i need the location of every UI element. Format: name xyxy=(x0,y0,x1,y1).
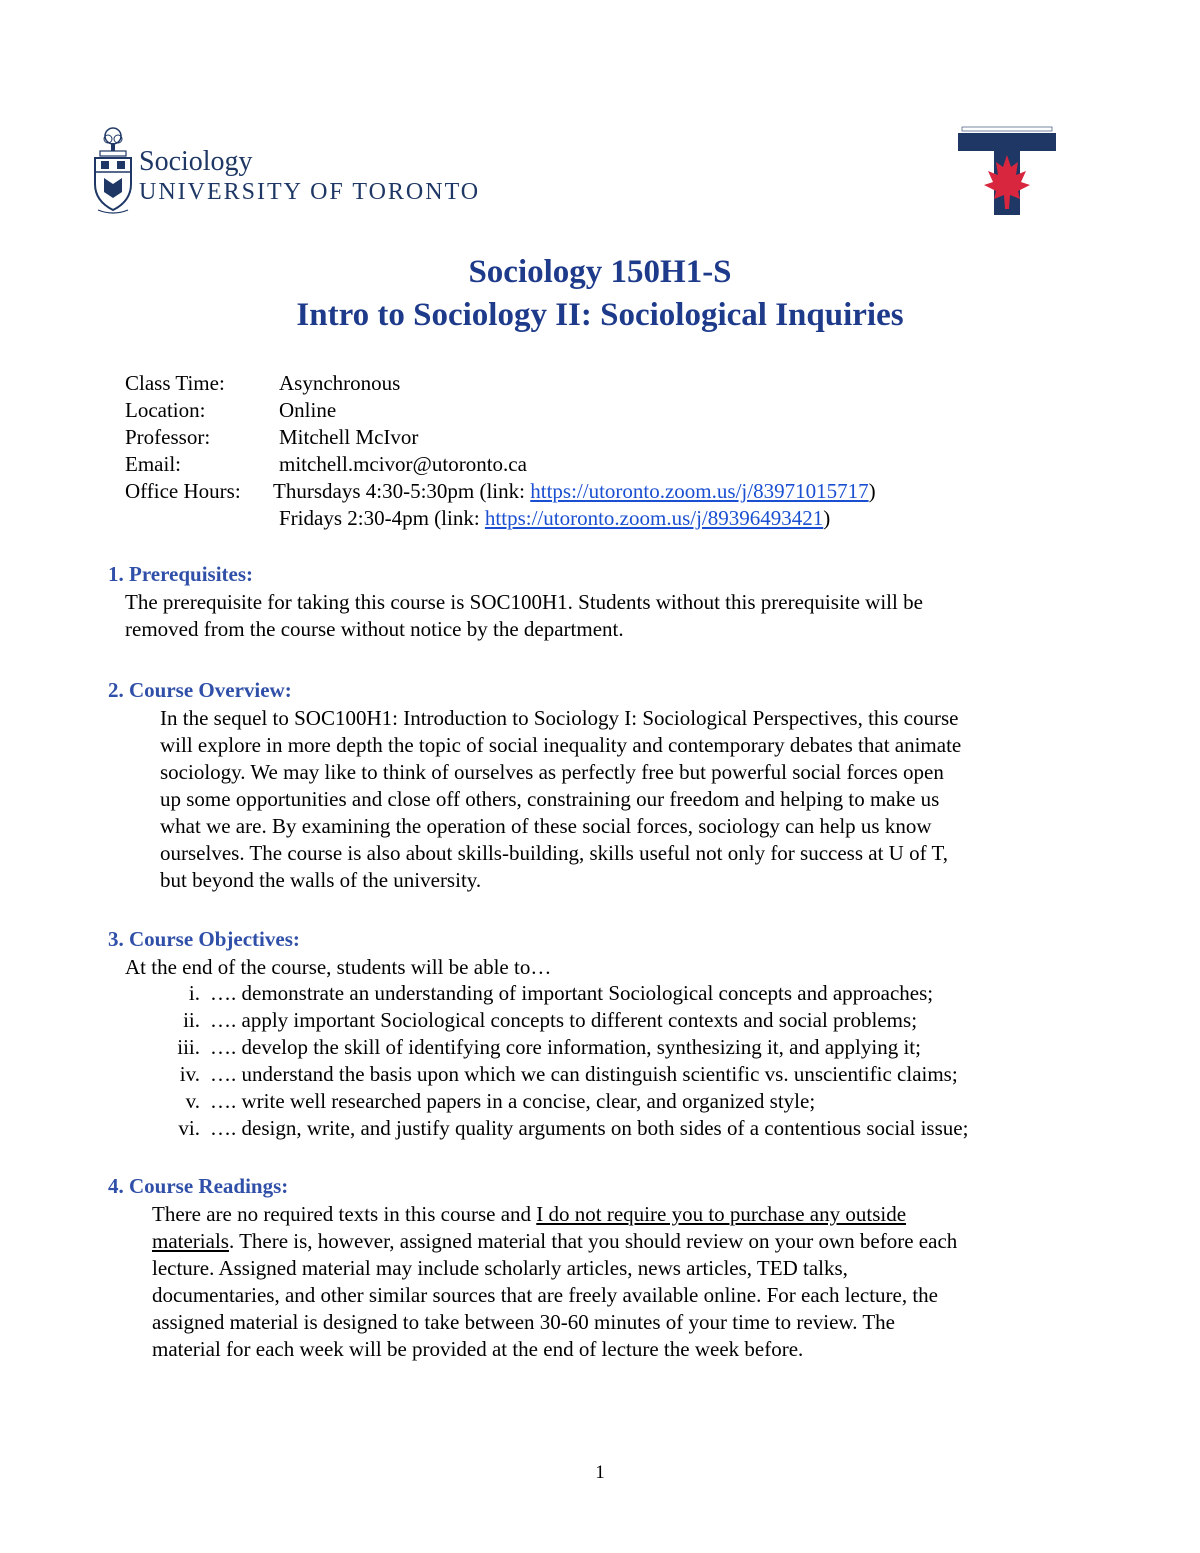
location-label: Location: xyxy=(125,398,206,422)
readings-line xyxy=(152,1201,957,1228)
readings-line2-text: . There is, however, assigned material that you should review on your own before each xyxy=(228,1229,958,1253)
overview-line: ourselves. The course is also about skills-building, skills useful not only for success at U of T, xyxy=(160,841,948,865)
readings-line: assigned material is designed to take between 30-60 minutes of your time to review. The xyxy=(152,1310,895,1334)
course-objectives-heading: 3. Course Objectives: xyxy=(108,927,300,951)
info-row-email xyxy=(125,451,876,478)
info-row-location xyxy=(125,397,876,424)
logo-sociology-text: Sociology xyxy=(139,146,253,177)
objective-item xyxy=(160,1115,968,1142)
objective-item xyxy=(160,1007,968,1034)
office-hours-label: Office Hours: xyxy=(125,479,241,503)
toronto-t-maple-leaf-logo xyxy=(952,125,1062,217)
overview-line: what we are. By examining the operation of these social forces, sociology can help us know xyxy=(160,814,932,838)
objective-text: …. demonstrate an understanding of important Sociological concepts and approaches; xyxy=(210,981,934,1005)
readings-line xyxy=(152,1228,957,1255)
office-hours-spacer xyxy=(125,505,279,532)
page-number: 1 xyxy=(595,1462,605,1483)
objective-number: iii. xyxy=(177,1035,200,1059)
readings-line1-text: There are no required texts in this course and xyxy=(152,1202,537,1226)
prerequisites-text xyxy=(125,589,923,643)
office-hours-friday-text: Fridays 2:30-4pm (link: xyxy=(279,506,485,530)
email-value: mitchell.mcivor@utoronto.ca xyxy=(279,452,527,476)
office-hours-friday xyxy=(279,505,830,532)
class-time-label: Class Time: xyxy=(125,371,225,395)
readings-line: lecture. Assigned material may include scholarly articles, news articles, TED talks, xyxy=(152,1256,848,1280)
objective-item xyxy=(160,1061,968,1088)
readings-line: material for each week will be provided at the end of lecture the week before. xyxy=(152,1337,804,1361)
objective-text: …. design, write, and justify quality arguments on both sides of a contentious social issue; xyxy=(210,1116,969,1140)
course-info-block xyxy=(125,370,876,532)
uoft-sociology-logo xyxy=(92,126,512,218)
objective-number: iv. xyxy=(179,1062,200,1086)
course-overview-text xyxy=(160,705,961,894)
thursday-zoom-link[interactable]: https://utoronto.zoom.us/j/83971015717 xyxy=(530,479,869,503)
overview-line: but beyond the walls of the university. xyxy=(160,868,482,892)
objective-text: …. develop the skill of identifying core information, synthesizing it, and applying it; xyxy=(210,1035,921,1059)
professor-value: Mitchell McIvor xyxy=(279,425,419,449)
location-value: Online xyxy=(279,398,337,422)
objective-number: ii. xyxy=(183,1008,200,1032)
overview-line: will explore in more depth the topic of social inequality and contemporary debates that animate xyxy=(160,733,962,757)
objective-text: …. understand the basis upon which we can distinguish scientific vs. unscientific claims; xyxy=(210,1062,958,1086)
readings-line: documentaries, and other similar sources that are freely available online. For each lecture, the xyxy=(152,1283,939,1307)
office-hours-thursday-text: Thursdays 4:30-5:30pm (link: xyxy=(273,479,531,503)
friday-zoom-link[interactable]: https://utoronto.zoom.us/j/89396493421 xyxy=(484,506,824,530)
info-row-office-hours-2 xyxy=(125,505,876,532)
logo-university-text: UNIVERSITY OF TORONTO xyxy=(139,179,481,205)
readings-underlined-text: I do not require you to purchase any outside xyxy=(536,1202,907,1226)
email-label: Email: xyxy=(125,452,181,476)
objective-text: …. write well researched papers in a concise, clear, and organized style; xyxy=(210,1089,816,1113)
prerequisites-heading: 1. Prerequisites: xyxy=(108,562,254,586)
overview-line: sociology. We may like to think of ourselves as perfectly free but powerful social forces open xyxy=(160,760,944,784)
objective-number: vi. xyxy=(178,1116,200,1140)
info-row-office-hours-1 xyxy=(125,478,876,505)
professor-label: Professor: xyxy=(125,425,211,449)
course-name-title: Intro to Sociology II: Sociological Inquiries xyxy=(296,297,904,333)
uoft-crest-icon xyxy=(92,126,134,216)
course-overview-heading: 2. Course Overview: xyxy=(108,678,292,702)
objective-item xyxy=(160,980,968,1007)
objective-number: v. xyxy=(185,1089,200,1113)
office-hours-thursday xyxy=(273,478,876,505)
objective-item xyxy=(160,1034,968,1061)
course-readings-heading: 4. Course Readings: xyxy=(108,1174,289,1198)
course-readings-text xyxy=(152,1201,957,1363)
readings-underlined-materials: materials xyxy=(152,1229,229,1253)
objective-number: i. xyxy=(188,981,200,1005)
objective-item xyxy=(160,1088,968,1115)
office-hours-thursday-close: ) xyxy=(868,479,876,503)
objectives-intro: At the end of the course, students will be able to… xyxy=(125,955,552,979)
overview-line: up some opportunities and close off others, constraining our freedom and helping to make us xyxy=(160,787,940,811)
prerequisites-line: The prerequisite for taking this course is SOC100H1. Students without this prerequisite will be xyxy=(125,590,923,614)
overview-line: In the sequel to SOC100H1: Introduction to Sociology I: Sociological Perspectives, this course xyxy=(160,706,959,730)
course-code-title: Sociology 150H1-S xyxy=(468,254,732,290)
info-row-class-time xyxy=(125,370,876,397)
objective-text: …. apply important Sociological concepts to different contexts and social problems; xyxy=(210,1008,918,1032)
objectives-list xyxy=(160,980,968,1142)
prerequisites-line: removed from the course without notice by the department. xyxy=(125,617,624,641)
info-row-professor xyxy=(125,424,876,451)
office-hours-friday-close: ) xyxy=(823,506,831,530)
class-time-value: Asynchronous xyxy=(279,371,401,395)
